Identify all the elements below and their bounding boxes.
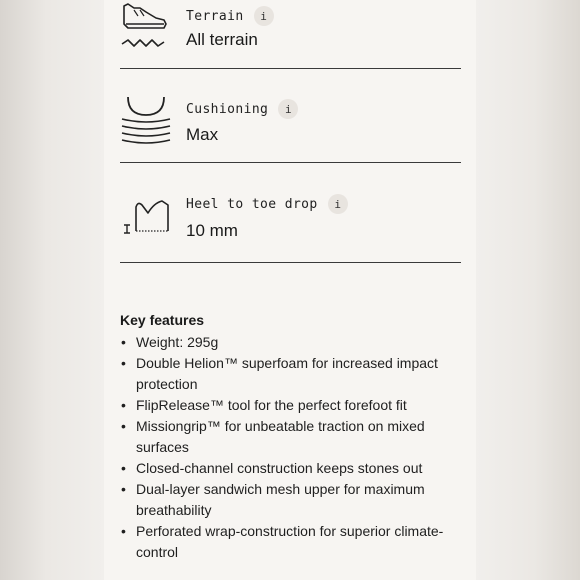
list-item: • Dual-layer sandwich mesh upper for maximum breathability	[120, 479, 465, 521]
spec-label: Cushioning	[186, 101, 269, 117]
spec-value: 10 mm	[186, 221, 238, 240]
list-item: • Perforated wrap-construction for superior climate-control	[120, 521, 465, 563]
spec-value: All terrain	[186, 30, 258, 49]
divider	[120, 262, 461, 263]
key-features-list	[120, 332, 465, 563]
spec-terrain	[120, 0, 461, 69]
spec-label: Heel to toe drop	[186, 196, 318, 212]
list-item: • FlipRelease™ tool for the perfect forefoot fit	[120, 395, 465, 416]
shoe-terrain-icon	[120, 2, 172, 54]
info-icon[interactable]: i	[254, 6, 274, 26]
list-item: • Missiongrip™ for unbeatable traction on mixed surfaces	[120, 416, 465, 458]
info-icon[interactable]: i	[328, 194, 348, 214]
spec-label: Terrain	[186, 8, 244, 24]
key-features-section	[120, 312, 465, 563]
spec-cushioning	[120, 69, 461, 163]
spec-heel-to-toe-drop	[120, 163, 461, 263]
list-item: • Closed-channel construction keeps stones out	[120, 458, 465, 479]
list-item: • Double Helion™ superfoam for increased impact protection	[120, 353, 465, 395]
info-icon[interactable]: i	[278, 99, 298, 119]
key-features-title: Key features	[120, 312, 205, 328]
spec-value: Max	[186, 125, 219, 144]
heel-drop-icon	[120, 197, 172, 249]
product-specs-card	[104, 0, 476, 580]
list-item: • Weight: 295g	[120, 332, 465, 353]
cushion-layers-icon	[120, 95, 172, 147]
